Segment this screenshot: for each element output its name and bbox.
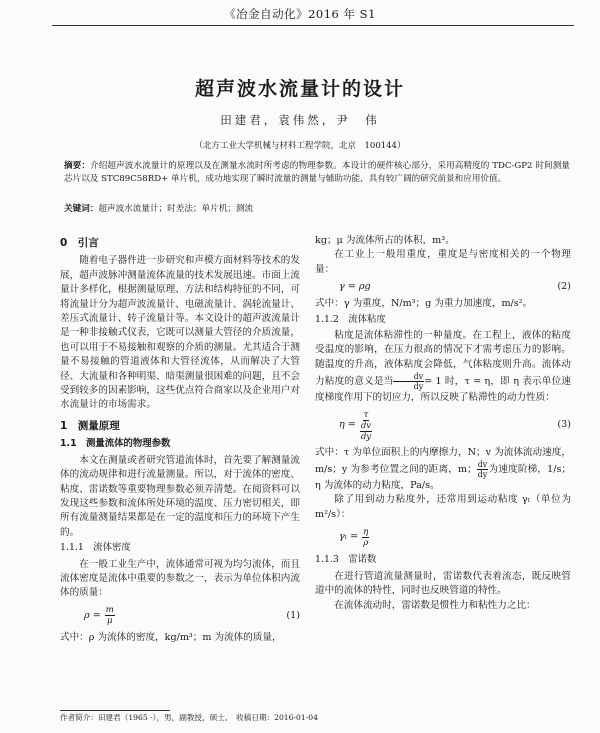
keywords-label: 关键词： — [64, 204, 99, 214]
eq3-denominator — [360, 421, 372, 442]
density-continuation: kg；μ 为流体所占的体积，m³。 — [315, 235, 455, 246]
velocity-gradient-fraction — [393, 372, 424, 391]
section-0-title: 0 引言 — [60, 237, 99, 249]
viscosity-text-a: 粘度是流体粘滞性的一种量度。在工程上，液体的粘度受温度的影响，在压力很高的情况下才需考虑压力的影响。随温度的升高，液体粘度会降低，气体粘度则升高。流体动力粘度的意义是当 — [315, 330, 571, 388]
article-title: 超声波水流量计的设计 — [194, 78, 405, 100]
section-1-title: 1 测量原理 — [60, 419, 120, 432]
equation-1 — [60, 601, 300, 631]
footnote-rule — [60, 710, 170, 711]
speed-step-numerator: dv — [477, 460, 488, 470]
viscosity-paragraph — [315, 329, 571, 406]
intro-paragraph: 随着电子器件进一步研究和声模方面材料等技术的发展，超声波脉冲测量流体流量的技术发展迅速。市面上流量计多样化，根据测量原理、方法和结构特征的不同，可将流量计分为超声波流量计、电磁流量计、涡轮流量计、差压式流量计、转子流量计等。本文设计的超声波流量计是一种非接触式仪表，它既可以测量大管径的介质流量，也可以用于不易接触和观察的介质的测量。尤其适合于测量不易接触的管道液体和大管径流体，从而解决了大管径、大流量和各种明渠、暗渠测量很困难的问题，且不会受到较多的因素影响，这些优点符合商家以及企业用户对水流量计的市场需求。 — [60, 255, 300, 411]
equation-2 — [315, 277, 571, 297]
section-1-1-1-title: 1.1.1 流体密度 — [60, 542, 131, 554]
eq1-fraction — [105, 605, 115, 626]
eq2-explanation: 式中：γ 为重度，N/m³；g 为重力加速度，m/s²。 — [315, 298, 533, 310]
keywords-text: 超声波水流量计；时差法；单片机；测流 — [98, 204, 254, 214]
eq4-denominator: ρ — [363, 537, 369, 548]
abstract-text: 介绍超声波水流量计的原理以及在测量水流时所考虑的物理参数。本设计的硬件核心部分，采用高精度的 TDC-GP2 时间测量芯片以及 STC89C58RD+ 单片机，成功地实现了瞬时流量的测量与辅助功能，具有较广阔的研究前景和应用价值。 — [64, 161, 570, 184]
weight-paragraph: 在工业上一般用重度，重度是与密度相关的一个物理量： — [315, 249, 571, 275]
abstract-label: 摘要： — [64, 161, 91, 171]
eq1-explanation: 式中：ρ 为流体的密度，kg/m³；m 为流体的质量， — [60, 631, 282, 643]
equation-3 — [315, 406, 571, 446]
eq2-expression: γ = ρg — [339, 281, 371, 293]
affiliation: （北方工业大学机械与材料工程学院，北京 100144） — [194, 141, 406, 151]
eq3-fraction — [360, 410, 372, 442]
eq4-numerator: η — [363, 526, 369, 537]
eq3-explanation — [315, 446, 571, 494]
eq3-den-bottom: dy — [360, 431, 372, 442]
gradient-denominator: dy — [413, 382, 424, 392]
left-column — [60, 234, 300, 645]
footnote: 作者简介：田建君（1965 -），男，副教授，硕士。 收稿日期：2016-01-04 — [60, 713, 318, 722]
section-1-1-2-title: 1.1.2 流体粘度 — [315, 313, 386, 325]
section-1-1-title: 1.1 测量流体的物理参数 — [60, 438, 171, 450]
keywords — [64, 202, 570, 214]
eq1-label: (1) — [286, 609, 300, 621]
eq3-explanation-b: 为速度阶梯，1/s；η 为流体的动力粘度，Pa/s。 — [315, 464, 571, 492]
reynolds-ratio-paragraph: 在流体流动时，雷诺数是惯性力和粘性力之比： — [334, 599, 536, 611]
running-header: 《冶金自动化》2016 年 S1 — [224, 7, 376, 21]
eq4-lhs: γₗ = — [339, 531, 359, 543]
eq3-den-top: dv — [360, 420, 372, 431]
eq1-numerator: m — [105, 605, 114, 616]
section-1-1-3-title: 1.1.3 雷诺数 — [315, 554, 377, 566]
eq4-fraction — [362, 527, 369, 548]
eq3-explanation-a: 式中：τ 为单位面积上的内摩擦力，N；v 为流体流动速度，m/s；y 为参考位置之间的距离，m； — [315, 446, 571, 476]
speed-step-denominator: dy — [477, 470, 488, 480]
abstract — [64, 160, 570, 186]
eq2-label: (2) — [557, 281, 571, 293]
viscosity-text-b: = 1 时，τ = η，即 η 表示单位速度梯度作用下的切应力，所以反映了粘滞性的动力性质： — [315, 376, 572, 404]
eq3-label: (3) — [557, 418, 571, 430]
speed-step-fraction — [477, 460, 489, 479]
right-column — [315, 234, 571, 613]
eq1-lhs: ρ = — [84, 609, 101, 621]
kinematic-viscosity-paragraph: 除了用到动力粘度外，还常用到运动粘度 γₗ（单位为 m²/s）： — [315, 494, 571, 520]
header-rule — [52, 25, 574, 26]
authors: 田建君，袁伟然，尹 伟 — [220, 113, 380, 127]
reynolds-paragraph: 在进行管道流量测量时，雷诺数代表着流态，既反映管道中的流体的特性，同时也反映管道的特性。 — [315, 570, 571, 597]
eq3-numerator: τ — [363, 409, 369, 420]
equation-4 — [315, 522, 571, 552]
eq3-lhs: η = — [339, 419, 356, 431]
gradient-numerator: dv — [393, 372, 424, 382]
section-1-1-paragraph: 本文在测量或者研究管道流体时，首先要了解测量流体的流动规律和进行流量测量。所以，对于流体的密度、粘度、雷诺数等重要物理参数必须弄清楚。在阅资料可以发现这些参数和流体所处环境的温度、压力密切相关，即所有流量测量结果都是在一定的温度和压力的环境下产生的。 — [60, 454, 300, 538]
eq1-denominator: μ — [107, 616, 113, 627]
density-paragraph: 在一般工业生产中，流体通常可视为均匀流体，而且流体密度是流体中重要的参数之一，表示为单位体积内流体的质量： — [60, 558, 300, 599]
